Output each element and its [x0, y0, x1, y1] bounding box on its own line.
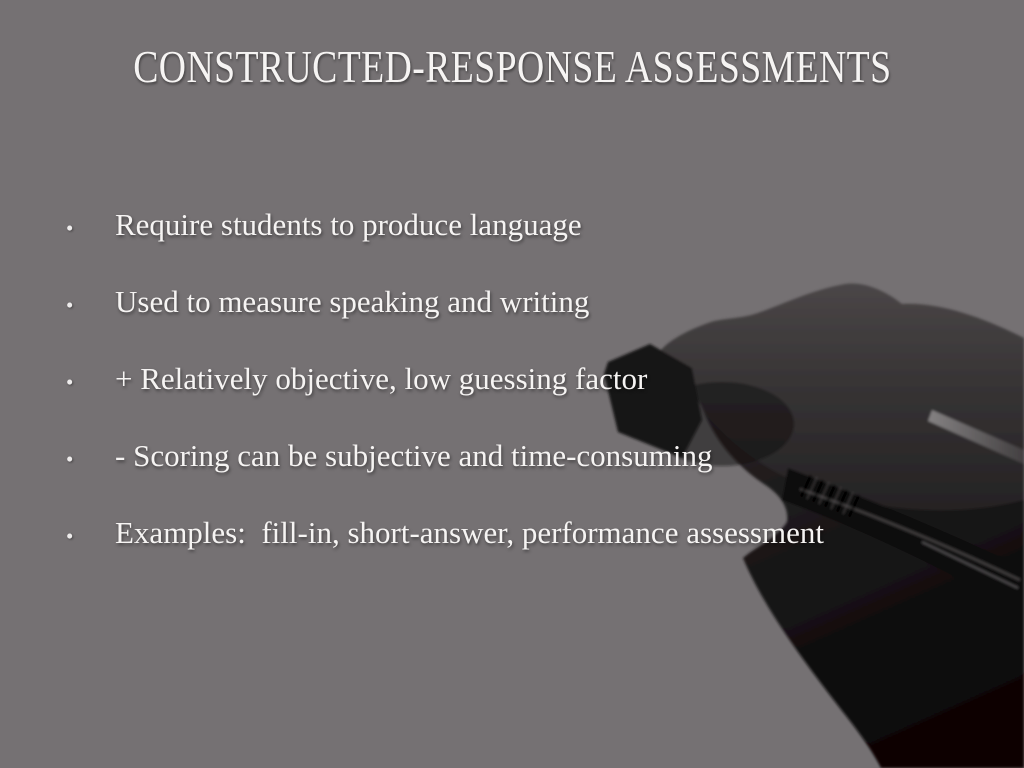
bullet-dot-icon: •	[66, 370, 74, 394]
slide-title	[0, 40, 1024, 93]
slide-title-text: CONSTRUCTED-RESPONSE ASSESSMENTS	[132, 41, 892, 92]
bullet-dot-icon: •	[66, 216, 74, 240]
bullet-text: Examples: fill-in, short-answer, performance assessment	[115, 515, 824, 550]
bullet-dot-icon: •	[66, 447, 74, 471]
bullet-dot-icon: •	[66, 293, 74, 317]
bullet-item	[66, 208, 1014, 245]
bullet-item	[66, 362, 1014, 399]
bullet-item	[66, 285, 1014, 322]
bullet-item	[66, 439, 1014, 476]
bullet-text: Require students to produce language	[115, 207, 582, 242]
bullet-text: Used to measure speaking and writing	[115, 284, 590, 319]
bullet-list	[66, 208, 1014, 593]
bullet-text: + Relatively objective, low guessing factor	[115, 361, 648, 396]
bullet-dot-icon: •	[66, 524, 74, 548]
bullet-text: - Scoring can be subjective and time-consuming	[115, 438, 713, 473]
bullet-item	[66, 516, 1014, 553]
